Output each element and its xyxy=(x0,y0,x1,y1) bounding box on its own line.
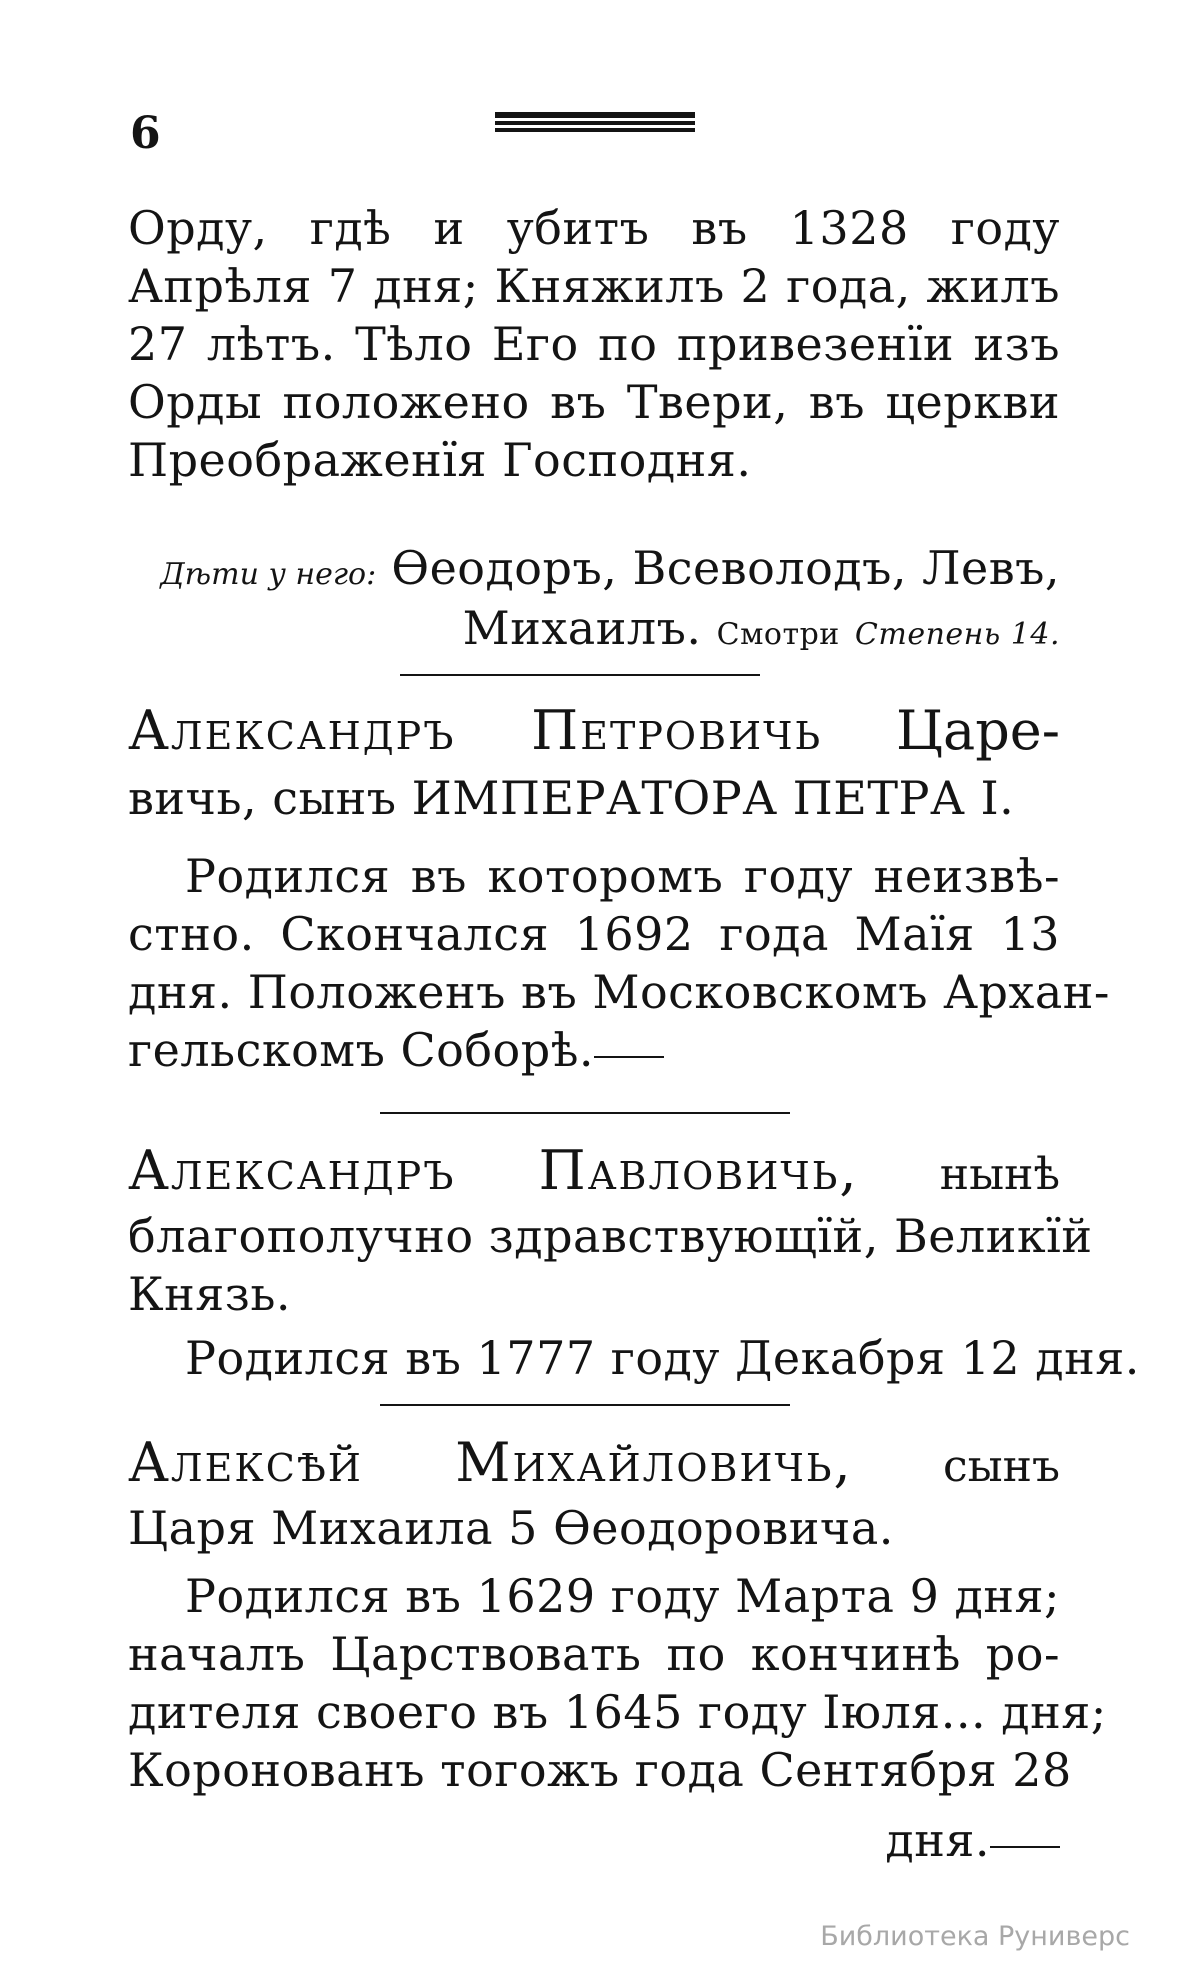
entry-heading xyxy=(128,700,1060,762)
text-line: Орды положено въ Твери, въ церкви xyxy=(128,375,1060,429)
text-line: Князь. xyxy=(128,1267,292,1321)
entry-heading xyxy=(128,1140,1060,1206)
entry-heading-tail: сынъ xyxy=(943,1441,1060,1492)
text-line: Родился въ которомъ году неизвѣ- xyxy=(185,849,1060,903)
text-line: дня. xyxy=(885,1813,990,1867)
text-line: Родился въ 1629 году Марта 9 дня; xyxy=(185,1569,1060,1623)
text-line: 27 лѣтъ. Тѣло Его по привезенїи изъ xyxy=(128,317,1060,371)
text-line: гельскомъ Соборѣ. xyxy=(128,1023,595,1077)
entry-name: Александръ Павловичь, xyxy=(128,1139,859,1202)
see-reference: Степень 14. xyxy=(854,617,1060,652)
text-line: стно. Скончался 1692 года Маїя 13 xyxy=(128,907,1060,961)
entry-heading-tail: нынѣ xyxy=(939,1149,1060,1200)
entry-heading-tail: Царе- xyxy=(895,699,1060,762)
text-line: Коронованъ тогожъ года Сентября 28 xyxy=(128,1743,1072,1797)
see-word: Смотри xyxy=(716,617,840,652)
divider xyxy=(400,674,760,676)
text-line: дня. Положенъ въ Московскомъ Архан- xyxy=(128,965,1110,1019)
library-watermark: Библиотека Руниверс xyxy=(820,1921,1130,1952)
children-names: Ѳеодоръ, Всеволодъ, Левъ, xyxy=(391,541,1060,595)
children-line-2 xyxy=(128,600,1060,663)
entry-subline: Царя Михаила 5 Ѳеодоровича. xyxy=(128,1501,894,1555)
text-line-last xyxy=(128,1022,1060,1078)
text-line: дителя своего въ 1645 году Іюля... дня; xyxy=(128,1685,1107,1739)
text-line: благополучно здравствующїй, Великїй xyxy=(128,1209,1093,1263)
children-line xyxy=(128,540,1060,603)
text-line: Орду, гдѣ и убитъ въ 1328 году xyxy=(128,201,1060,255)
text-line: началъ Царствовать по кончинѣ ро- xyxy=(128,1627,1060,1681)
birth-line: Родился въ 1777 году Декабря 12 дня. xyxy=(185,1331,1140,1385)
text-line-last xyxy=(128,1812,1060,1868)
entry-name: Александръ Петровичь xyxy=(128,699,823,762)
end-dash xyxy=(990,1846,1060,1848)
text-line: Апрѣля 7 дня; Княжилъ 2 года, жилъ xyxy=(128,259,1060,313)
text-line: Преображенїя Господня. xyxy=(128,433,752,487)
end-dash xyxy=(594,1056,664,1058)
divider xyxy=(380,1112,790,1114)
divider xyxy=(380,1404,790,1406)
entry-name: Алексѣй Михайловичь, xyxy=(128,1431,853,1494)
header-ornament xyxy=(495,112,695,135)
page-number: 6 xyxy=(130,108,161,159)
entry-subline: вичь, сынъ ИМПЕРАТОРА ПЕТРА I. xyxy=(128,771,1015,825)
children-names: Михаилъ. xyxy=(462,601,702,655)
children-label: Дѣти у него: xyxy=(160,557,377,592)
entry-heading xyxy=(128,1432,1060,1498)
